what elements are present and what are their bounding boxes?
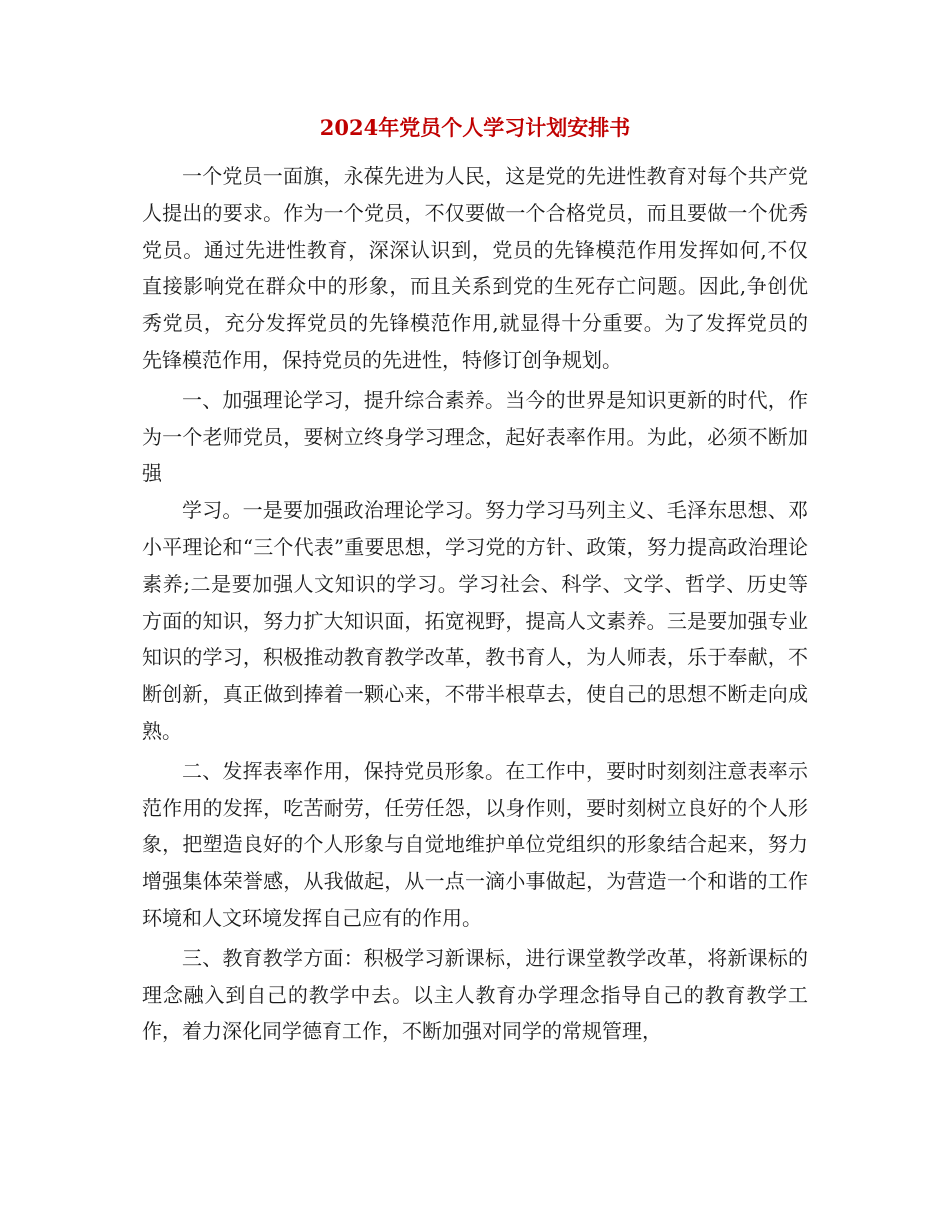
paragraph-theory-study: 一、加强理论学习，提升综合素养。当今的世界是知识更新的时代，作为一个老师党员，要树立终身学习理念，起好表率作用。为此，必须不断加强 [142, 387, 808, 486]
paragraph-role-model: 二、发挥表率作用，保持党员形象。在工作中，要时时刻刻注意表率示范作用的发挥，吃苦耐劳，任劳任怨，以身作则，要时刻树立良好的个人形象，把塑造良好的个人形象与自觉地维护单位党组织的形象结合起来，努力增强集体荣誉感，从我做起，从一点一滴小事做起，为营造一个和谐的工作环境和人文环境发挥自己应有的作用。 [142, 758, 808, 930]
paragraph-study-details: 学习。一是要加强政治理论学习。努力学习马列主义、毛泽东思想、邓小平理论和“三个代表”重要思想，学习党的方针、政策，努力提高政治理论素养;二是要加强人文知识的学习。学习社会、科学、文学、哲学、历史等方面的知识，努力扩大知识面，拓宽视野，提高人文素养。三是要加强专业知识的学习，积极推动教育教学改革，教书育人，为人师表，乐于奉献，不断创新，真正做到捧着一颗心来，不带半根草去，使自己的思想不断走向成熟。 [142, 498, 808, 743]
document-body [142, 158, 808, 1050]
paragraph-teaching: 三、教育教学方面：积极学习新课标，进行课堂教学改革，将新课标的理念融入到自己的教学中去。以主人教育办学理念指导自己的教育教学工作，着力深化同学德育工作，不断加强对同学的常规管理， [142, 945, 808, 1044]
document-title: 2024年党员个人学习计划安排书 [319, 115, 631, 140]
paragraph-intro: 一个党员一面旗，永葆先进为人民，这是党的先进性教育对每个共产党人提出的要求。作为一个党员，不仅要做一个合格党员，而且要做一个优秀党员。通过先进性教育，深深认识到，党员的先锋模范作用发挥如何,不仅直接影响党在群众中的形象，而且关系到党的生死存亡问题。因此,争创优秀党员，充分发挥党员的先锋模范作用,就显得十分重要。为了发挥党员的先锋模范作用，保持党员的先进性，特修订创争规划。 [142, 164, 808, 372]
